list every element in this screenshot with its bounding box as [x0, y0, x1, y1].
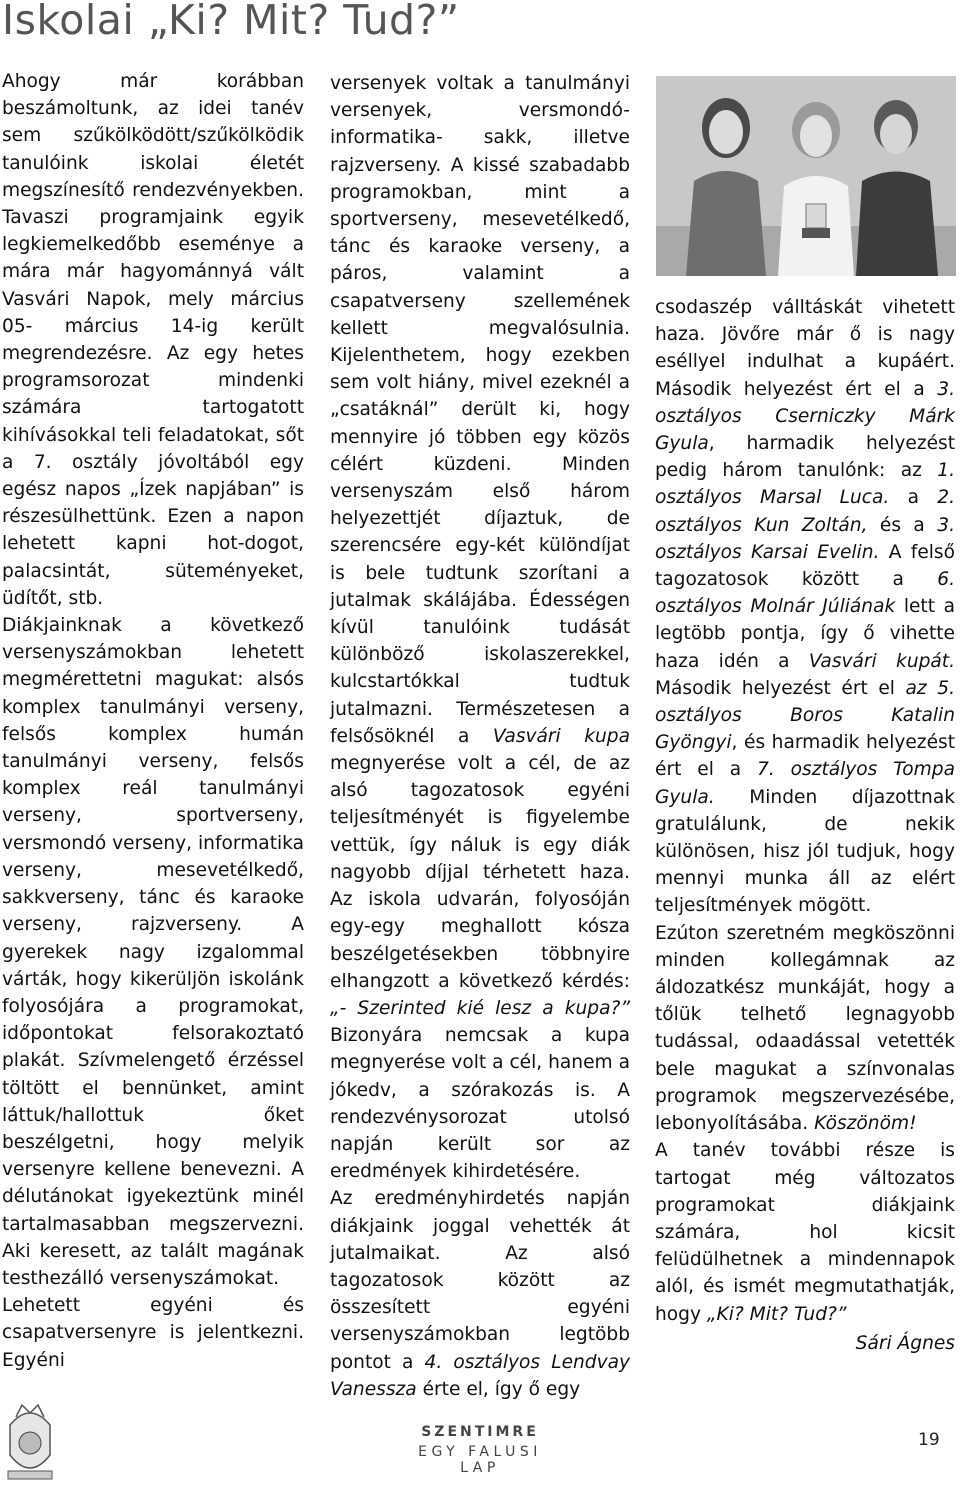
students-photo	[656, 76, 956, 276]
paragraph: A tanév további része is tartogat még változatos programokat diákjaink számára, hol kicsit felüdülhetnek a mindennapok alól, és ismét megmutathatják, hogy „Ki? Mit? Tud?”	[655, 1140, 955, 1325]
students-with-trophy-image	[656, 76, 956, 276]
magazine-footer	[400, 1424, 560, 1476]
magazine-subtitle: EGY FALUSI LAP	[418, 1444, 542, 1476]
paragraph: versenyek voltak a tanulmányi versenyek, versmondó- informatika- sakk, illetve rajzverseny. A kissé szabadabb programokban, mint a sportverseny, mesevetélkedő, tánc és karaoke verseny, a páros, valamint a csapatverseny szellemének kellett megvalósulnia. Kijelenthetem, hogy ezekben sem volt hiány, mivel ezeknél a „csatáknál” derült ki, hogy mennyire jó többen egy közös célért küzdeni. Minden versenyszám első három helyezettjét díjaztuk, de szerencsére egy-két különdíjat is bele tudtunk szorítani a jutalmak skálájába. Édességen kívül tanulóink tudását különböző iskolaszerekkel, kulcstartókkal tudtuk jutalmazni. Természetesen a felsősöknél a Vasvári kupa megnyerése volt a cél, de az alsó tagozatosok egyéni teljesítményét is figyelembe vettük, így náluk is egy diák nagyobb díjjal térhetett haza. Az iskola udvarán, folyosóján egy-egy meghallott kósza beszélgetésekben többnyire elhangzott a következő kérdés: „- Szerinted kié lesz a kupa?” Bizonyára nemcsak a kupa megnyerése volt a cél, hanem a jókedv, a szórakozás is. A rendezvénysorozat utolsó napján került sor az eredmények kihirdetésére.	[330, 73, 630, 1183]
column-1	[2, 68, 304, 1374]
article-title: Iskolai „Ki? Mit? Tud?”	[2, 0, 460, 44]
paragraph: Diákjainknak a következő versenyszámokban lehetett megmérettetni magukat: alsós komplex tanulmányi verseny, felsős komplex humán tanulmányi verseny, felsős komplex reál tanulmányi verseny, sportverseny, versmondó verseny, informatika verseny, mesevetélkedő, sakkverseny, tánc és karaoke verseny, rajzverseny. A gyerekek nagy izgalommal várták, hogy kikerüljön iskolánk folyosójára a programokat, időpontokat felsorakoztató plakát. Szívmelengető érzéssel töltött el bennünket, amint láttuk/hallottuk őket beszélgetni, hogy melyik versenyre kellene benevezni. A délutánokat igyekeztünk minél tartalmasabban megszervezni. Aki keresett, az talált magának testhezálló versenyszámokat.	[2, 615, 304, 1289]
coat-of-arms-icon	[2, 1395, 58, 1485]
paragraph: csodaszép válltáskát vihetett haza. Jövőre már ő is nagy eséllyel indulhat a kupáért. Második helyezést ért el a 3. osztályos Cserniczky Márk Gyula, harmadik helyezést pedig három tanulónk: az 1. osztályos Marsal Luca. a 2. osztályos Kun Zoltán, és a 3. osztályos Karsai Evelin. A felső tagozatosok között a 6. osztályos Molnár Júliának lett a legtöbb pontja, így ő vihette haza idén a Vasvári kupát. Második helyezést ért el az 5. osztályos Boros Katalin Gyöngyi, és harmadik helyezést ért el a 7. osztályos Tompa Gyula. Minden díjazottnak gratulálunk, de nekik különösen, hisz jól tudjuk, hogy mennyi munka áll az elért teljesítmények mögött.	[655, 297, 956, 917]
paragraph: Lehetett egyéni és csapatversenyre is jelentkezni. Egyéni	[2, 1295, 304, 1371]
paragraph: Ezúton szeretném megköszönni minden kollegámnak az áldozatkész munkáját, hogy a tőlük telhető legnagyobb tudással, odaadással vetették bele magukat a színvonalas programok megszervezésébe, lebonyolításába. Köszönöm!	[655, 922, 955, 1135]
column-3	[655, 294, 955, 1357]
paragraph: Ahogy már korábban beszámoltunk, az idei tanév sem szűkölködött/szűkölködik tanulóink iskolai életét megszínesítő rendezvényekben. Tavaszi programjaink egyik legkiemelkedőbb eseménye a mára már hagyománnyá vált Vasvári Napok, mely március 05- március 14-ig került megrendezésre. Az egy hetes programsorozat mindenki számára tartogatott kihívásokkal teli feladatokat, sőt a 7. osztály jóvoltából egy egész napos „Ízek napjában” is részesülhettünk. Ezen a napon lehetett kapni hot-dogot, palacsintát, süteményeket, üdítőt, stb.	[2, 71, 304, 609]
paragraph: Az eredményhirdetés napján diákjaink joggal vehették át jutalmaikat. Az alsó tagozatosok között az összesített egyéni versenyszámokban legtöbb pontot a 4. osztályos Lendvay Vanessza érte el, így ő egy	[330, 1188, 631, 1400]
magazine-name: SZENTIMRE	[421, 1424, 539, 1440]
column-2	[330, 70, 630, 1403]
page-number: 19	[918, 1430, 940, 1450]
author-signature: Sári Ágnes	[855, 1332, 955, 1354]
